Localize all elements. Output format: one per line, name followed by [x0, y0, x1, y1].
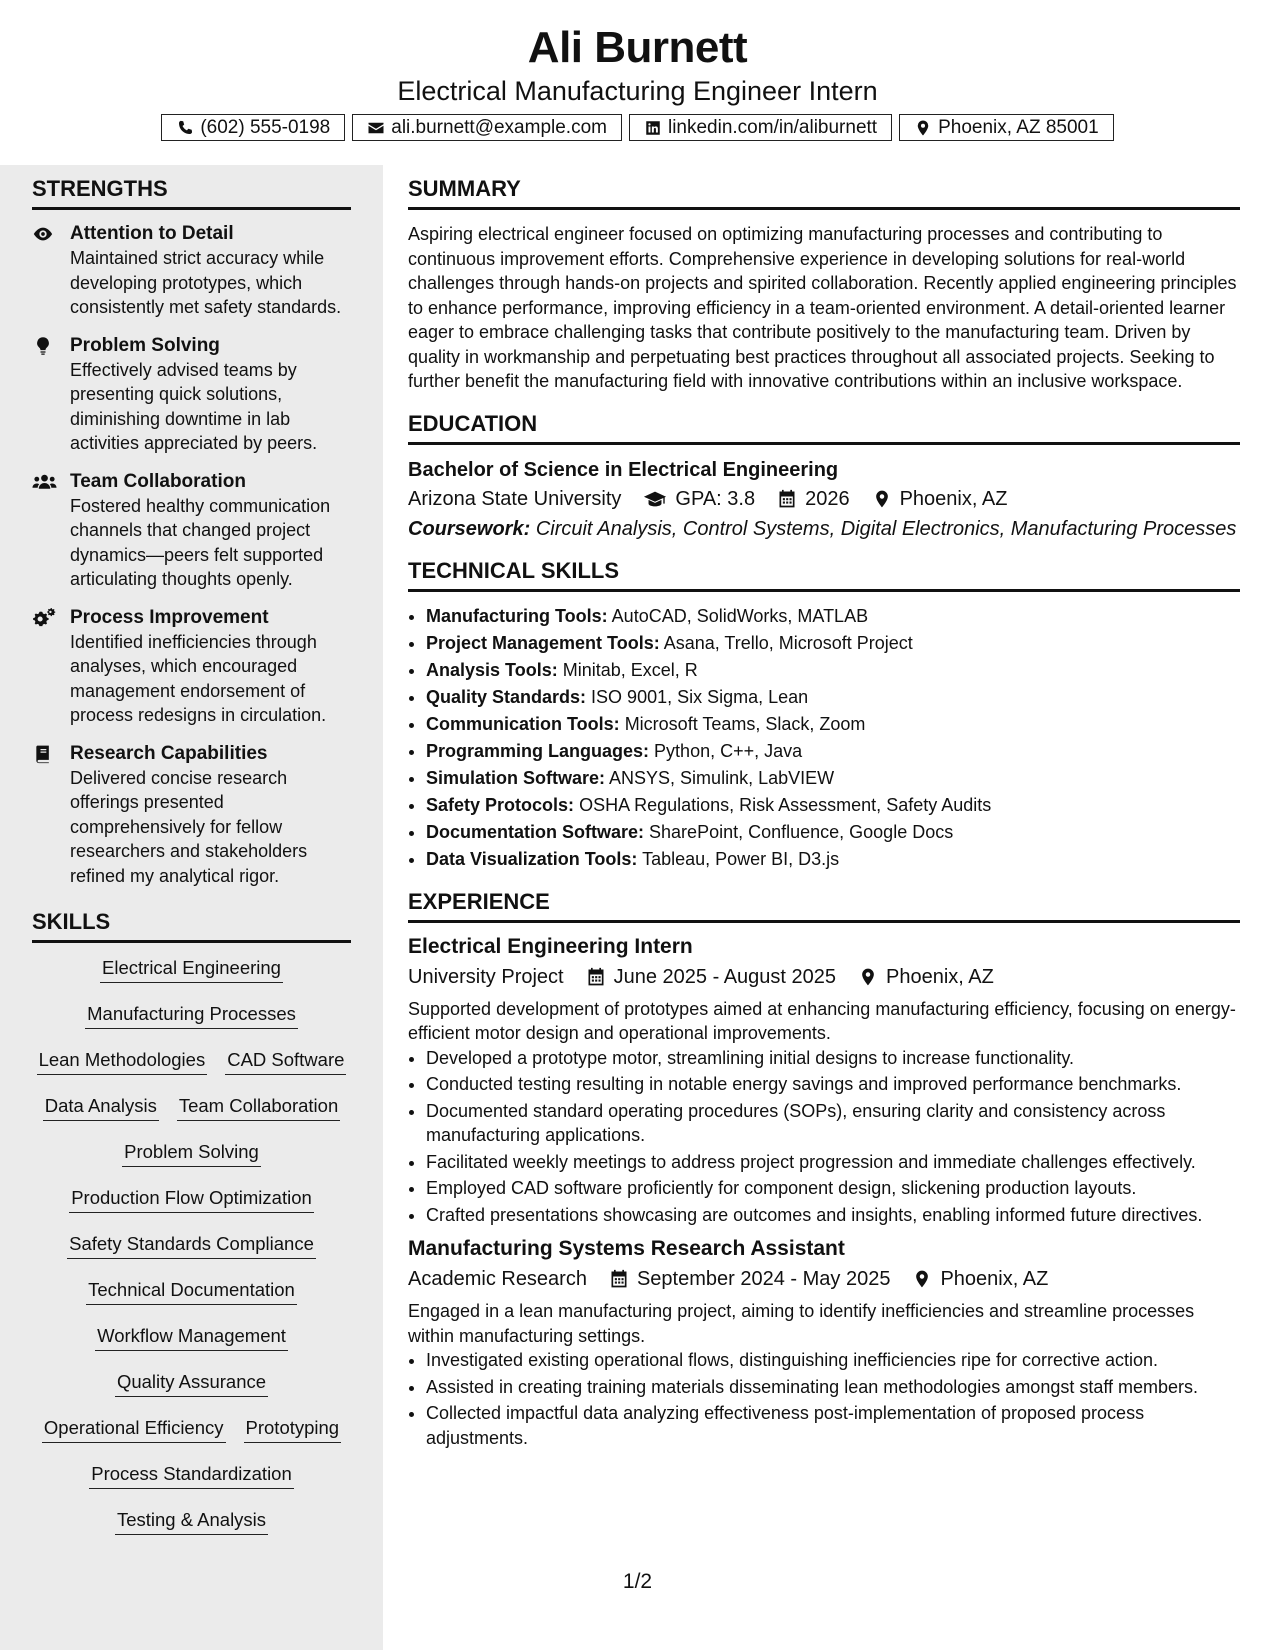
candidate-name: Ali Burnett [527, 23, 748, 72]
job-bullet: • Collected impactful data analyzing effectiveness post-implementation of proposed process adjustments. [426, 1401, 1240, 1450]
strength-title: Problem Solving [70, 334, 220, 356]
job-title: Electrical Engineering Intern [408, 934, 693, 958]
job-org: University Project [408, 965, 564, 988]
tech-skill-label: Documentation Software: [426, 821, 645, 842]
tech-skill-item [426, 604, 1240, 629]
coursework-list: Circuit Analysis, Control Systems, Digital Electronics, Manufacturing Processes [535, 517, 1237, 540]
job-bullet: • Conducted testing resulting in notable energy savings and improved performance benchmarks. [426, 1072, 1240, 1097]
tech-skill-value: ISO 9001, Six Sigma, Lean [591, 686, 809, 707]
map-pin-icon [872, 489, 892, 509]
tech-skill-label: Simulation Software: [426, 767, 606, 788]
technical-skills-list [408, 604, 1240, 872]
contact-linkedin[interactable] [629, 114, 892, 141]
tech-skill-item [426, 766, 1240, 791]
skill-tag: Electrical Engineering [100, 955, 283, 983]
tech-skill-label: Analysis Tools: [426, 659, 558, 680]
tech-skill-item [426, 739, 1240, 764]
job-bullet: • Employed CAD software proficiently for component design, slickening production layouts. [426, 1176, 1240, 1201]
tech-skill-label: Communication Tools: [426, 713, 620, 734]
calendar-icon [609, 1269, 629, 1289]
contact-phone-text: (602) 555-0198 [200, 116, 331, 138]
skill-tag: Technical Documentation [86, 1277, 297, 1305]
education-heading: EDUCATION [408, 410, 1240, 445]
job-bullets [408, 1046, 1240, 1228]
tech-skill-item [426, 820, 1240, 845]
education-location: Phoenix, AZ [899, 487, 1008, 510]
page-number: 1/2 [622, 1570, 653, 1593]
skill-tag: Problem Solving [122, 1139, 261, 1167]
tech-skill-value: ANSYS, Simulink, LabVIEW [609, 767, 835, 788]
contact-linkedin-text: linkedin.com/in/aliburnett [667, 116, 878, 138]
skill-tag: Process Standardization [89, 1461, 294, 1489]
strength-item [32, 222, 351, 320]
gpa: GPA: 3.8 [675, 487, 756, 510]
strength-title: Research Capabilities [70, 742, 268, 764]
job-summary: Supported development of prototypes aimed at enhancing manufacturing efficiency, focusing on energy-efficient motor design and operational improvements. [408, 998, 1236, 1043]
job-dates: September 2024 - May 2025 [636, 1268, 891, 1290]
contact-location-text: Phoenix, AZ 85001 [938, 116, 1099, 138]
eye-icon [32, 224, 54, 244]
summary-text: Aspiring electrical engineer focused on optimizing manufacturing processes and contributing to continuous improvement efforts. Comprehensive experience in developing solutions for real-world challenges through hands-on projects and spirited collaboration. Recently applied engineering principles to enhance performance, improving efficiency in a team-oriented environment. A detail-oriented learner eager to embrace challenging tasks that contribute positively to the manufacturing team. Driven by quality in workmanship and perpetuating best practices throughout all associated projects. Seeking to further benefit the manufacturing field with innovative contributions within an inclusive workspace. [408, 224, 1237, 391]
tech-skill-value: Python, C++, Java [654, 740, 803, 761]
tech-skill-value: AutoCAD, SolidWorks, MATLAB [611, 605, 869, 626]
skill-tag: Workflow Management [95, 1323, 288, 1351]
job-entry [408, 1235, 1240, 1450]
main-column [408, 165, 1240, 1452]
job-location: Phoenix, AZ [940, 1268, 1049, 1290]
job-bullet: • Developed a prototype motor, streamlining initial designs to increase functionality. [426, 1046, 1240, 1071]
tech-skill-label: Project Management Tools: [426, 632, 660, 653]
graduation-cap-icon [643, 489, 667, 509]
resume-header [0, 0, 1275, 141]
tech-skill-label: Manufacturing Tools: [426, 605, 608, 626]
skill-tag: Testing & Analysis [115, 1507, 268, 1535]
tech-skill-item [426, 631, 1240, 656]
envelope-icon [367, 119, 385, 137]
job-title: Manufacturing Systems Research Assistant [408, 1237, 845, 1260]
skills-list [32, 949, 351, 1547]
contact-location [899, 114, 1114, 141]
strength-desc: Identified inefficiencies through analyses, which encouraged management endorsement of process redesigns in circulation. [70, 631, 327, 725]
strengths-heading: STRENGTHS [32, 175, 351, 210]
job-bullet: • Facilitated weekly meetings to address project progression and immediate challenges effectively. [426, 1150, 1240, 1175]
skill-tag: Lean Methodologies [37, 1047, 208, 1075]
tech-skill-item [426, 793, 1240, 818]
skill-tag: Data Analysis [43, 1093, 159, 1121]
tech-skill-value: SharePoint, Confluence, Google Docs [649, 821, 954, 842]
contact-email-text: ali.burnett@example.com [391, 116, 607, 138]
strength-item [32, 742, 351, 889]
skill-tag: Prototyping [244, 1415, 342, 1443]
linkedin-icon [644, 119, 662, 137]
tech-skill-item [426, 658, 1240, 683]
job-bullets [408, 1348, 1240, 1450]
skill-tag: Operational Efficiency [42, 1415, 226, 1443]
book-icon [32, 744, 54, 764]
skills-heading: SKILLS [32, 908, 351, 943]
tech-skill-value: Microsoft Teams, Slack, Zoom [624, 713, 866, 734]
job-entry [408, 933, 1240, 1228]
tech-skill-value: Asana, Trello, Microsoft Project [663, 632, 913, 653]
users-icon [32, 472, 57, 492]
summary-heading: SUMMARY [408, 175, 1240, 210]
tech-skill-value: Minitab, Excel, R [562, 659, 698, 680]
skill-tag: Production Flow Optimization [69, 1185, 314, 1213]
job-org: Academic Research [408, 1268, 587, 1290]
skill-tag: Manufacturing Processes [85, 1001, 298, 1029]
skill-tag: Safety Standards Compliance [67, 1231, 316, 1259]
technical-skills-heading: TECHNICAL SKILLS [408, 557, 1240, 592]
map-pin-icon [914, 119, 932, 137]
coursework-label: Coursework: [408, 517, 531, 540]
strength-item [32, 470, 351, 592]
job-bullet: • Investigated existing operational flows, distinguishing inefficiencies ripe for corrective action. [426, 1348, 1240, 1373]
degree-title: Bachelor of Science in Electrical Engineering [408, 458, 839, 481]
job-meta [408, 961, 1240, 993]
tech-skill-item [426, 712, 1240, 737]
strength-desc: Maintained strict accuracy while developing prototypes, which consistently met safety standards. [70, 248, 342, 317]
strength-item [32, 606, 351, 728]
education-meta [408, 483, 1240, 515]
job-dates: June 2025 - August 2025 [613, 965, 837, 988]
strength-item [32, 334, 351, 456]
coursework [408, 517, 1240, 541]
phone-icon [176, 119, 194, 137]
tech-skill-label: Programming Languages: [426, 740, 650, 761]
job-meta [408, 1263, 1240, 1295]
job-bullet: • Crafted presentations showcasing are outcomes and insights, enabling informed future directives. [426, 1203, 1240, 1228]
school-name: Arizona State University [408, 487, 622, 510]
strength-title: Team Collaboration [70, 470, 246, 492]
map-pin-icon [912, 1269, 932, 1289]
candidate-title: Electrical Manufacturing Engineer Intern [397, 76, 878, 106]
lightbulb-icon [32, 336, 54, 356]
skill-tag: Team Collaboration [177, 1093, 340, 1121]
strength-desc: Effectively advised teams by presenting quick solutions, diminishing downtime in lab activities appreciated by peers. [70, 359, 318, 453]
contact-email[interactable] [352, 114, 622, 141]
contact-bar [0, 114, 1275, 141]
tech-skill-value: Tableau, Power BI, D3.js [642, 848, 840, 869]
job-bullet: • Documented standard operating procedures (SOPs), ensuring clarity and consistency across manufacturing applications. [426, 1099, 1240, 1148]
tech-skill-item [426, 847, 1240, 872]
sidebar [0, 165, 383, 1650]
strength-title: Attention to Detail [70, 223, 234, 244]
contact-phone[interactable] [161, 114, 345, 141]
gears-icon [32, 608, 57, 628]
strength-desc: Delivered concise research offerings presented comprehensively for fellow researchers and stakeholders refined my analytical rigor. [70, 767, 308, 886]
job-summary: Engaged in a lean manufacturing project, aiming to identify inefficiencies and streamline processes within manufacturing settings. [408, 1301, 1195, 1346]
tech-skill-item [426, 685, 1240, 710]
strength-title: Process Improvement [70, 606, 269, 628]
calendar-icon [586, 967, 606, 987]
experience-heading: EXPERIENCE [408, 888, 1240, 923]
tech-skill-label: Data Visualization Tools: [426, 848, 638, 869]
skill-tag: Quality Assurance [115, 1369, 268, 1397]
job-bullet: • Assisted in creating training materials disseminating lean methodologies amongst staff members. [426, 1375, 1240, 1400]
tech-skill-label: Quality Standards: [426, 686, 587, 707]
skill-tag: CAD Software [225, 1047, 346, 1075]
tech-skill-label: Safety Protocols: [426, 794, 575, 815]
job-location: Phoenix, AZ [886, 965, 994, 988]
tech-skill-value: OSHA Regulations, Risk Assessment, Safety Audits [579, 794, 992, 815]
calendar-icon [777, 489, 797, 509]
map-pin-icon [858, 967, 878, 987]
graduation-year: 2026 [805, 487, 850, 510]
strength-desc: Fostered healthy communication channels that changed project dynamics—peers felt supported articulating thoughts openly. [70, 495, 331, 589]
